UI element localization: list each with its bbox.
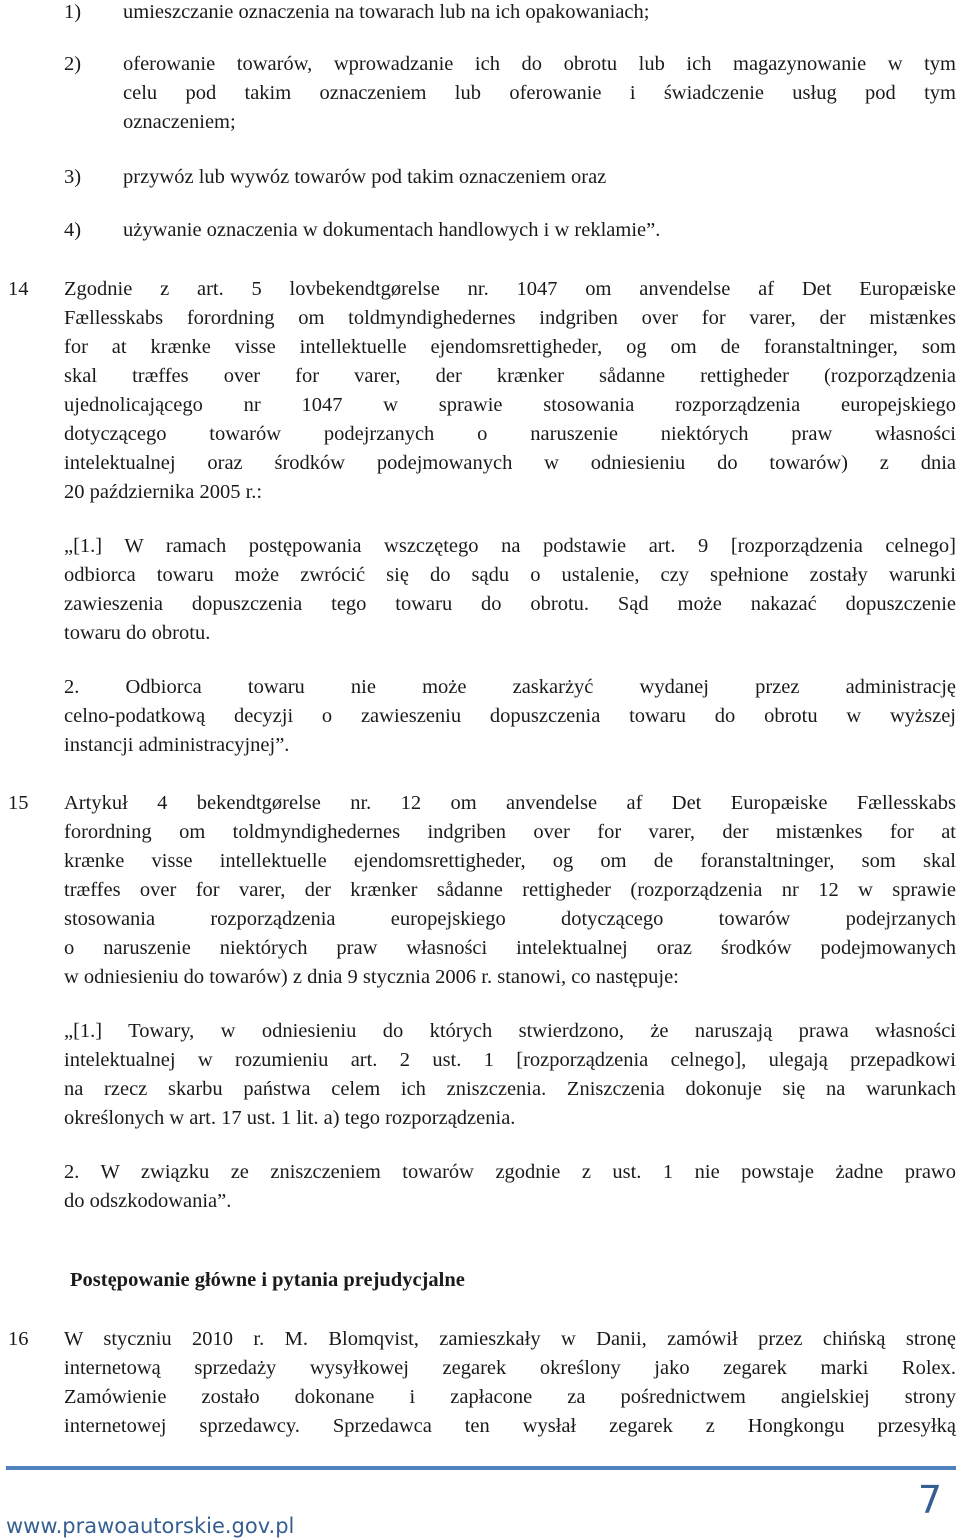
paragraph-14: Zgodnie z art. 5 lovbekendtgørelse nr. 1047 om anvendelse af Det Europæiske Fællesskabs forordning om toldmyndighedernes indgriben over for varer, der mistænkes for at krænke visse intellektuelle ejendomsrettigheder, og om de foranstaltninger, som skal træffes over for varer, der krænker sådanne rettigheder (rozporządzenia ujednolicającego nr 1047 w sprawie stosowania rozporządzenia europejskiego dotyczącego towarów podejrzanych o naruszenie niektórych praw własności intelektualnej oraz środków podejmowanych w odniesieniu do towarów) z dnia 20 października 2005 r.:	[64, 278, 956, 503]
paragraph-number: 16	[8, 1328, 29, 1350]
paragraph-number: 14	[8, 278, 29, 300]
list-item: 4) używanie oznaczenia w dokumentach handlowych i w reklamie”.	[64, 219, 661, 241]
footer-divider	[6, 1466, 956, 1470]
quote-15-2: 2. W związku ze zniszczeniem towarów zgodnie z ust. 1 nie powstaje żadne prawo do odszkodowania”.	[64, 1161, 956, 1212]
list-item: 3) przywóz lub wywóz towarów pod takim oznaczeniem oraz	[64, 166, 607, 188]
quote-14-2: 2. Odbiorca towaru nie może zaskarżyć wydanej przez administrację celno-podatkową decyzji o zawieszeniu dopuszczenia towaru do obrotu w wyższej instancji administracyjnej”.	[64, 676, 956, 756]
quote-15-1: „[1.] Towary, w odniesieniu do których stwierdzono, że naruszają prawa własności intelektualnej w rozumieniu art. 2 ust. 1 [rozporządzenia celnego], ulegają przepadkowi na rzecz skarbu państwa celem ich zniszczenia. Zniszczenia dokonuje się na warunkach określonych w art. 17 ust. 1 lit. a) tego rozporządzenia.	[64, 1020, 956, 1129]
paragraph-number: 15	[8, 792, 29, 814]
quote-14-1: „[1.] W ramach postępowania wszczętego na podstawie art. 9 [rozporządzenia celnego] odbiorca towaru może zwrócić się do sądu o ustalenie, czy spełnione zostały warunki zawieszenia dopuszczenia tego towaru do obrotu. Sąd może nakazać dopuszczenie towaru do obrotu.	[64, 535, 956, 644]
paragraph-16: W styczniu 2010 r. M. Blomqvist, zamieszkały w Danii, zamówił przez chińską stronę internetową sprzedaży wysyłkowej zegarek określony jako zegarek marki Rolex. Zamówienie zostało dokonane i zapłacone za pośrednictwem angielskiej strony internetowej sprzedawcy. Sprzedawca ten wysłał zegarek z Hongkongu przesyłką	[64, 1328, 956, 1437]
list-item-text: umieszczanie oznaczenia na towarach lub na ich opakowaniach;	[123, 1, 650, 23]
footer-url[interactable]: www.prawoautorskie.gov.pl	[6, 1514, 295, 1538]
list-item: 1) umieszczanie oznaczenia na towarach lub na ich opakowaniach;	[64, 0, 956, 27]
paragraph-15: Artykuł 4 bekendtgørelse nr. 12 om anvendelse af Det Europæiske Fællesskabs forordning om toldmyndighedernes indgriben over for varer, der mistænkes for at krænke visse intellektuelle ejendomsrettigheder, og om de foranstaltninger, som skal træffes over for varer, der krænker sådanne rettigheder (rozporządzenia nr 12 w sprawie stosowania rozporządzenia europejskiego dotyczącego towarów podejrzanych o naruszenie niektórych praw własności intelektualnej oraz środków podejmowanych w odniesieniu do towarów) z dnia 9 stycznia 2006 r. stanowi, co następuje:	[64, 792, 956, 988]
page-number: 7	[917, 1478, 942, 1522]
list-item: 2) oferowanie towarów, wprowadzanie ich do obrotu lub ich magazynowanie w tym celu pod takim oznaczeniem lub oferowanie i świadczenie usług pod tym oznaczeniem;	[64, 53, 956, 133]
section-heading: Postępowanie główne i pytania prejudycjalne	[70, 1269, 465, 1291]
